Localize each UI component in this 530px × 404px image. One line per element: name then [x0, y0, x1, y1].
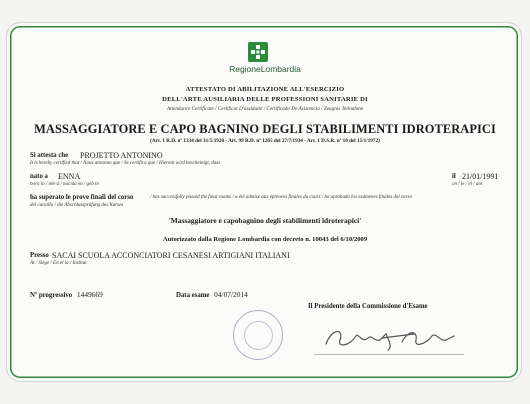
birth-place-label: nato a	[30, 173, 48, 180]
official-stamp-icon	[233, 310, 283, 360]
exam-date-row	[176, 290, 248, 299]
exam-date: 04/07/2014	[214, 290, 248, 299]
holder-label-translations: It is hereby certified that / Nous attestom que / Se certifica que / Hiermit wird bescheinigt, dass	[30, 161, 221, 166]
course-name: 'Massaggiatore e capobagnino degli stabilimenti idroterapici'	[168, 216, 362, 225]
birth-place: ENNA	[58, 172, 81, 181]
institute-label-translations: At / Siège / En el la / Institut	[30, 261, 87, 266]
institute-label: Presso	[30, 252, 49, 259]
header-line-1: ATTESTATO DI ABILITAZIONE ALL'ESERCIZIO	[185, 86, 345, 93]
logo-text: RegioneLombardia	[229, 64, 301, 74]
authorization: Autorizzato dalla Regione Lombardia con decreto n. 10043 del 6/10/2009	[162, 236, 368, 243]
president-label: Il Presidente della Commissione d'Esame	[308, 303, 428, 310]
institute-name: SACAI SCUOLA ACCONCIATORI CESANESI ARTIGIANI ITALIANI	[52, 251, 290, 260]
header-line-2: DELL'ARTE AUSILIARIA DELLE PROFESSIONI SANITARIE DI	[162, 96, 368, 103]
birth-date-label-translations: on / le / el / am	[452, 182, 482, 187]
holder-label: Si attesta che	[30, 152, 69, 159]
exam-passed-label: ha superato le prove finali del corso	[30, 194, 134, 201]
progressive-number-row	[30, 290, 103, 299]
certificate-title: MASSAGGIATORE E CAPO BAGNINO DEGLI STABILIMENTI IDROTERAPICI	[34, 122, 496, 136]
regione-lombardia-logo-icon	[248, 42, 268, 62]
progressive-number-label: Nº progressivo	[30, 292, 73, 299]
birth-place-label-translations: born in / née à / nacida en / geb in	[30, 182, 99, 187]
birth-date: 21/01/1991	[462, 172, 499, 181]
title-legal-references: (Art. 1 R.D. nº 1334 del 31/5/1928 - Art. 99 R.D. nº 1265 del 27/7/1934 - Art. 1 D.S.R. nº 10 del 15/1/1972)	[150, 138, 380, 144]
birth-date-label: il	[452, 173, 456, 180]
holder-name: PROJETTO ANTONINO	[80, 151, 163, 160]
exam-date-label: Data esame	[176, 292, 210, 299]
progressive-number: 1449669	[76, 290, 103, 299]
signature-line	[314, 354, 464, 355]
exam-passed-translations-2: del curuillo / die Abschlussprüfung des Kurses	[30, 203, 124, 208]
exam-passed-translations: / has successfully passed the final exams / a été admise aux épreuves finales du cours / ha aprobado los exámenes finales del curso	[150, 195, 412, 200]
header-translations: Attendance Certificate / Certificat D'assiduité / Certificado De Asistencia / Zeugnis Teilnahme	[166, 106, 364, 112]
